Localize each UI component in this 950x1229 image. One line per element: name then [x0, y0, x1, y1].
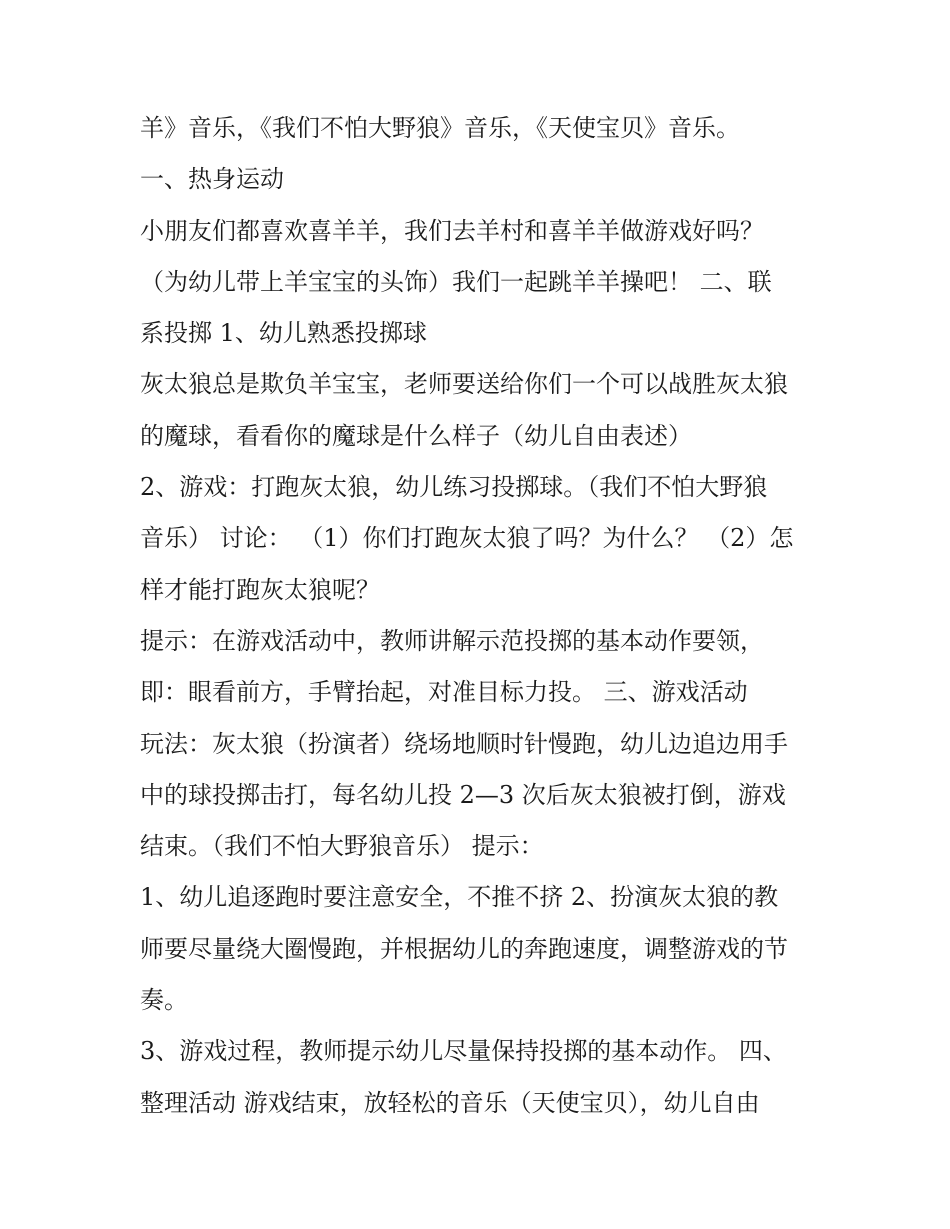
- text-line-18: 奏。: [140, 986, 188, 1015]
- text-line-13: 玩法：灰太狼（扮演者）绕场地顺时针慢跑，幼儿边追边用手: [140, 729, 788, 758]
- text-line-10: 样才能打跑灰太狼呢？: [140, 575, 380, 604]
- text-line-7: 的魔球，看看你的魔球是什么样子（幼儿自由表述）: [140, 421, 692, 450]
- text-line-6: 灰太狼总是欺负羊宝宝，老师要送给你们一个可以战胜灰太狼: [140, 370, 788, 399]
- text-line-5: 系投掷 1、幼儿熟悉投掷球: [140, 319, 427, 348]
- text-line-8: 2、游戏：打跑灰太狼，幼儿练习投掷球。（我们不怕大野狼: [140, 473, 768, 502]
- text-line-11: 提示：在游戏活动中，教师讲解示范投掷的基本动作要领，: [140, 626, 764, 655]
- document-body: [140, 103, 840, 1129]
- text-line-19: 3、游戏过程，教师提示幼儿尽量保持投掷的基本动作。 四、: [140, 1037, 787, 1066]
- text-line-2: 一、热身运动: [140, 165, 284, 194]
- text-line-17: 师要尽量绕大圈慢跑，并根据幼儿的奔跑速度，调整游戏的节: [140, 934, 788, 963]
- text-line-14: 中的球投掷击打，每名幼儿投 2—3 次后灰太狼被打倒，游戏: [140, 780, 786, 809]
- text-line-15: 结束。（我们不怕大野狼音乐） 提示：: [140, 832, 544, 861]
- text-line-4: （为幼儿带上羊宝宝的头饰）我们一起跳羊羊操吧！ 二、联: [140, 267, 772, 296]
- text-line-16: 1、幼儿追逐跑时要注意安全，不推不挤 2、扮演灰太狼的教: [140, 883, 779, 912]
- text-line-20: 整理活动 游戏结束，放轻松的音乐（天使宝贝），幼儿自由: [140, 1088, 760, 1117]
- text-line-9: 音乐） 讨论： （1）你们打跑灰太狼了吗？为什么？ （2）怎: [140, 524, 794, 553]
- text-line-12: 即：眼看前方，手臂抬起，对准目标力投。 三、游戏活动: [140, 678, 748, 707]
- text-line-3: 小朋友们都喜欢喜羊羊，我们去羊村和喜羊羊做游戏好吗？: [140, 216, 764, 245]
- text-line-1: 羊》音乐，《我们不怕大野狼》音乐，《天使宝贝》音乐。: [140, 114, 740, 142]
